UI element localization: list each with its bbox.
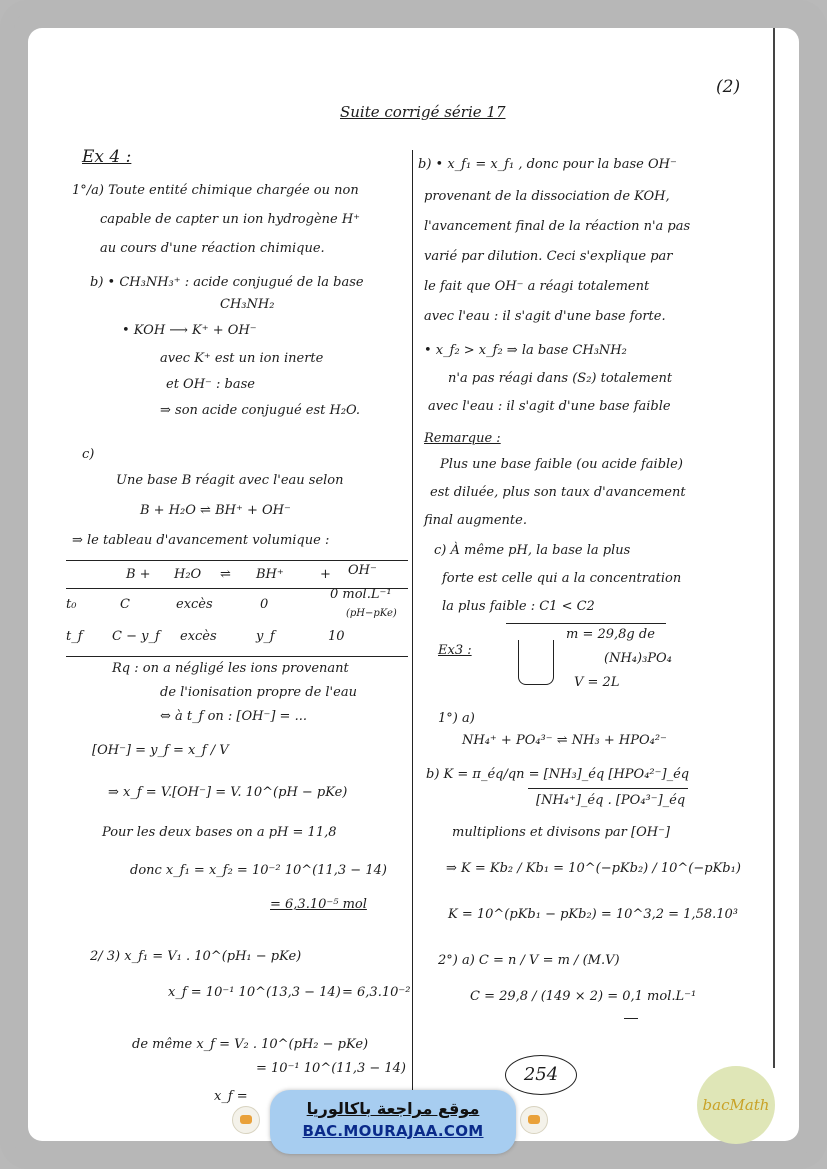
k-line-1: b) K = π_éq/qn = [NH₃]_éq [HPO₄²⁻]_éq — [426, 767, 690, 782]
table-row1-excess: excès — [176, 597, 213, 612]
b-line-5: le fait que OH⁻ a réagi totalement — [424, 279, 650, 294]
page-marker: (2) — [716, 77, 741, 97]
reaction-equation: NH₄⁺ + PO₄³⁻ ⇌ NH₃ + HPO₄²⁻ — [462, 733, 667, 748]
page-number: 254 — [505, 1055, 577, 1095]
b-line-1: b) • x_f₁ = x_f₁ , donc pour la base OH⁻ — [418, 157, 677, 172]
table-row1-zero: 0 — [260, 597, 269, 612]
q1a-line-2: capable de capter un ion hydrogène H⁺ — [100, 212, 361, 227]
c-line-2: ⇒ le tableau d'avancement volumique : — [72, 533, 330, 548]
q2a-line-1: 2°) a) C = n / V = m / (M.V) — [438, 953, 620, 968]
table-row1-c: C — [120, 597, 130, 612]
b-line-9: avec l'eau : il s'agit d'une base faible — [428, 399, 671, 414]
rq-line-2: de l'ionisation propre de l'eau — [160, 685, 357, 700]
table-row2-label: t_f — [66, 629, 83, 644]
column-divider — [412, 150, 413, 1110]
table-header-arrow: ⇌ — [220, 567, 231, 582]
table-row2-oh: 10 — [328, 629, 345, 644]
remark-line-1: Plus une base faible (ou acide faible) — [440, 457, 683, 472]
rq-line-1: Rq : on a négligé les ions provenant — [112, 661, 349, 676]
c-answer-line-3: la plus faible : C1 < C2 — [442, 599, 595, 614]
right-badge-icon — [520, 1106, 548, 1134]
left-badge-icon — [232, 1106, 260, 1134]
table-rule-bottom — [66, 656, 408, 657]
q1b-line-2: CH₃NH₂ — [220, 297, 275, 312]
scanned-page — [28, 28, 799, 1141]
k-line-2: [NH₄⁺]_éq . [PO₄³⁻]_éq — [536, 793, 686, 808]
q2-line-3: de même x_f = V₂ . 10^(pH₂ − pKe) — [132, 1037, 369, 1052]
b-line-6: avec l'eau : il s'agit d'une base forte. — [424, 309, 666, 324]
table-rule-top — [66, 560, 408, 561]
c-equation: B + H₂O ⇌ BH⁺ + OH⁻ — [140, 503, 291, 518]
bacmath-logo: bacMath — [697, 1066, 775, 1144]
rq-line-3: ⇔ à t_f on : [OH⁻] = ... — [160, 709, 307, 724]
pour-line-2: donc x_f₁ = x_f₂ = 10⁻² 10^(11,3 − 14) — [130, 863, 387, 878]
c-label: c) — [82, 447, 95, 462]
b-line-7: • x_f₂ > x_f₂ ⇒ la base CH₃NH₂ — [424, 343, 627, 358]
pour-line-3: = 6,3.10⁻⁵ mol — [270, 897, 367, 912]
q1b-line-4: avec K⁺ est un ion inerte — [160, 351, 324, 366]
b-line-3: l'avancement final de la réaction n'a pas — [424, 219, 691, 234]
table-header-h2o: H₂O — [174, 567, 202, 582]
b-line-8: n'a pas réagi dans (S₂) totalement — [448, 371, 673, 386]
c-answer-line-2: forte est celle qui a la concentration — [442, 571, 682, 586]
q2-line-1: 2/ 3) x_f₁ = V₁ . 10^(pH₁ − pKe) — [90, 949, 302, 964]
q2a-line-2: C = 29,8 / (149 × 2) = 0,1 mol.L⁻¹ — [470, 989, 697, 1004]
q1a-right-label: 1°) a) — [438, 711, 475, 726]
table-row1-note: (pH−pKe) — [346, 608, 397, 619]
q1b-line-1: b) • CH₃NH₃⁺ : acide conjugué de la base — [90, 275, 364, 290]
c-answer-line-1: c) À même pH, la base la plus — [434, 543, 631, 558]
q2-line-4: = 10⁻¹ 10^(11,3 − 14) — [256, 1061, 406, 1076]
table-row1-oh: 0 mol.L⁻¹ — [330, 587, 392, 602]
q1b-line-6: ⇒ son acide conjugué est H₂O. — [160, 403, 361, 418]
q1b-line-5: et OH⁻ : base — [166, 377, 255, 392]
paper-edge — [773, 28, 775, 1068]
xf-equation: ⇒ x_f = V.[OH⁻] = V. 10^(pH − pKe) — [108, 785, 348, 800]
table-row2-excess: excès — [180, 629, 217, 644]
c-line-1: Une base B réagit avec l'eau selon — [116, 473, 344, 488]
ex3-label: Ex3 : — [438, 643, 472, 658]
table-row1-label: t₀ — [66, 597, 77, 612]
q2a-underline — [624, 1018, 638, 1019]
oh-equation: [OH⁻] = y_f = x_f / V — [92, 743, 229, 758]
remark-line-2: est diluée, plus son taux d'avancement — [430, 485, 686, 500]
k-line-4: ⇒ K = Kb₂ / Kb₁ = 10^(−pKb₂) / 10^(−pKb₁) — [446, 861, 741, 876]
table-row2-yf: y_f — [256, 629, 275, 644]
c-answer-underline — [506, 623, 666, 624]
q2-line-5: x_f = — [214, 1089, 248, 1104]
banner-url-link[interactable]: BAC.MOURAJAA.COM — [302, 1122, 484, 1140]
remark-label: Remarque : — [424, 431, 501, 446]
table-row2-c: C − y_f — [112, 629, 160, 644]
k-line-3: multiplions et divisons par [OH⁻] — [452, 825, 671, 840]
ex4-label: Ex 4 : — [82, 147, 132, 167]
beaker-sketch — [518, 640, 554, 685]
q1a-line-3: au cours d'une réaction chimique. — [100, 241, 325, 256]
b-line-2: provenant de la dissociation de KOH, — [424, 189, 670, 204]
pour-line-1: Pour les deux bases on a pH = 11,8 — [102, 825, 337, 840]
remark-line-3: final augmente. — [424, 513, 527, 528]
q1a-line-1: 1°/a) Toute entité chimique chargée ou non — [72, 183, 359, 198]
ex3-salt: (NH₄)₃PO₄ — [604, 651, 672, 666]
b-line-4: varié par dilution. Ceci s'explique par — [424, 249, 673, 264]
table-header-bh: BH⁺ — [256, 567, 284, 582]
banner-arabic-text[interactable]: موقع مراجعة باكالوريا — [306, 1099, 480, 1118]
q2-line-2: x_f = 10⁻¹ 10^(13,3 − 14) — [168, 985, 341, 1000]
site-banner[interactable] — [270, 1090, 516, 1154]
k-line-5: K = 10^(pKb₁ − pKb₂) = 10^3,2 = 1,58.10³ — [448, 907, 738, 922]
page-title: Suite corrigé série 17 — [340, 103, 506, 121]
ex3-mass: m = 29,8g de — [566, 627, 655, 642]
table-header-oh: OH⁻ — [348, 563, 377, 578]
k-fraction-bar — [528, 788, 688, 789]
q1b-line-3: • KOH ⟶ K⁺ + OH⁻ — [122, 323, 257, 338]
table-header-b: B + — [126, 567, 151, 582]
table-header-plus: + — [320, 567, 331, 582]
q2-line-2b: = 6,3.10⁻² — [342, 985, 411, 1000]
ex3-volume: V = 2L — [574, 675, 620, 690]
